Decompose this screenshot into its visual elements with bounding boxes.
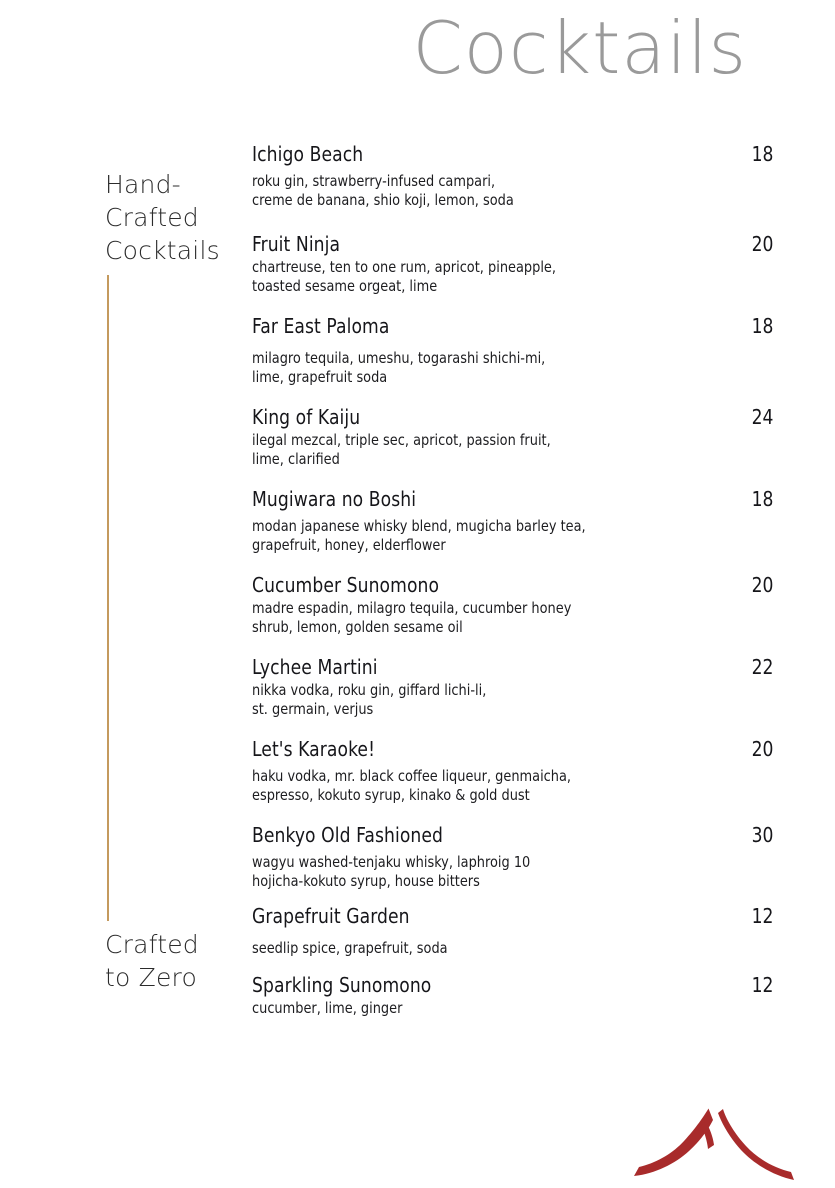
menu-item [252, 972, 773, 1018]
menu-list-hand-crafted-cocktails [252, 141, 773, 890]
section-label-line: Hand- [105, 170, 181, 199]
menu-item-header [252, 654, 773, 680]
description-line: lime, grapefruit soda [252, 367, 388, 386]
menu-item-description [252, 999, 694, 1018]
description-line: espresso, kokuto syrup, kinako & gold dust [252, 785, 530, 804]
menu-item-name: Grapefruit Garden [252, 904, 410, 928]
menu-item-header [252, 822, 773, 848]
menu-item-name: Ichigo Beach [252, 142, 364, 166]
description-line: wagyu washed-tenjaku whisky, laphroig 10 [252, 853, 531, 871]
section-label-line: Crafted [105, 930, 199, 959]
menu-item-price: 18 [751, 314, 773, 338]
menu-item-name: Benkyo Old Fashioned [252, 823, 444, 847]
menu-item-header [252, 141, 773, 167]
page-title: Cocktails [412, 6, 747, 90]
menu-item [252, 736, 773, 804]
description-line: toasted sesame orgeat, lime [252, 276, 438, 295]
menu-item-description [252, 853, 694, 890]
menu-item-description [252, 767, 694, 804]
menu-item-header [252, 572, 773, 598]
section-label-line: Crafted [105, 203, 199, 232]
menu-item-description [252, 431, 694, 468]
menu-item-header [252, 231, 773, 257]
menu-item [252, 903, 773, 958]
menu-item-price: 20 [751, 573, 773, 597]
menu-item [252, 141, 773, 209]
menu-item [252, 572, 773, 636]
menu-item-description [252, 349, 694, 386]
menu-item-price: 20 [751, 737, 773, 761]
menu-item-description [252, 258, 694, 295]
gold-divider-rule-main [107, 275, 109, 903]
description-line: creme de banana, shio koji, lemon, soda [252, 190, 514, 209]
menu-item-header [252, 313, 773, 339]
menu-item-header [252, 903, 773, 929]
description-line: hojicha-kokuto syrup, house bitters [252, 871, 480, 890]
menu-item-header [252, 736, 773, 762]
description-line: roku gin, strawberry-infused campari, [252, 172, 496, 190]
menu-item-name: Sparkling Sunomono [252, 972, 432, 997]
menu-item-price: 12 [751, 904, 773, 928]
menu-item [252, 486, 773, 554]
menu-item-description [252, 172, 694, 209]
menu-item-header [252, 486, 773, 512]
description-line: madre espadin, milagro tequila, cucumber honey [252, 599, 572, 617]
menu-item-description [252, 599, 694, 636]
description-line: lime, clarified [252, 449, 340, 468]
menu-item-name: Mugiwara no Boshi [252, 487, 417, 511]
menu-item-name: Lychee Martini [252, 655, 378, 679]
section-label-line: to Zero [105, 963, 197, 992]
menu-item-description [252, 939, 694, 958]
menu-item-price: 22 [751, 655, 773, 679]
description-line: grapefruit, honey, elderflower [252, 535, 446, 554]
description-line: chartreuse, ten to one rum, apricot, pineapple, [252, 258, 557, 276]
menu-list-crafted-to-zero [252, 903, 773, 1017]
menu-item-name: Far East Paloma [252, 314, 390, 338]
menu-item-header [252, 972, 773, 998]
menu-item-price: 12 [751, 972, 773, 997]
menu-item-name: Cucumber Sunomono [252, 573, 440, 597]
menu-item [252, 654, 773, 718]
menu-item-price: 18 [751, 487, 773, 511]
menu-item-price: 30 [751, 823, 773, 847]
menu-item-price: 20 [751, 232, 773, 256]
description-line: milagro tequila, umeshu, togarashi shichi-mi, [252, 349, 546, 367]
menu-item [252, 822, 773, 890]
section-label-line: Cocktails [105, 236, 220, 265]
menu-item [252, 231, 773, 295]
menu-item [252, 313, 773, 386]
description-line: shrub, lemon, golden sesame oil [252, 617, 463, 636]
description-line: modan japanese whisky blend, mugicha barley tea, [252, 517, 586, 535]
menu-item-price: 24 [751, 405, 773, 429]
description-line: seedlip spice, grapefruit, soda [252, 939, 448, 957]
description-line: haku vodka, mr. black coffee liqueur, genmaicha, [252, 767, 572, 785]
section-label-crafted-to-zero [105, 928, 235, 994]
menu-item-description [252, 681, 694, 718]
section-label-hand-crafted-cocktails [105, 168, 235, 267]
japanese-brush-mark-icon [630, 1102, 798, 1184]
menu-item [252, 404, 773, 468]
menu-item-name: King of Kaiju [252, 405, 361, 429]
menu-item-name: Let's Karaoke! [252, 737, 376, 761]
gold-divider-rule-zero [107, 893, 109, 921]
menu-item-price: 18 [751, 142, 773, 166]
menu-item-description [252, 517, 694, 554]
description-line: nikka vodka, roku gin, giffard lichi-li, [252, 681, 487, 699]
menu-item-header [252, 404, 773, 430]
description-line: ilegal mezcal, triple sec, apricot, passion fruit, [252, 431, 551, 449]
description-line: st. germain, verjus [252, 699, 374, 718]
menu-item-name: Fruit Ninja [252, 232, 341, 256]
description-line: cucumber, lime, ginger [252, 998, 403, 1017]
